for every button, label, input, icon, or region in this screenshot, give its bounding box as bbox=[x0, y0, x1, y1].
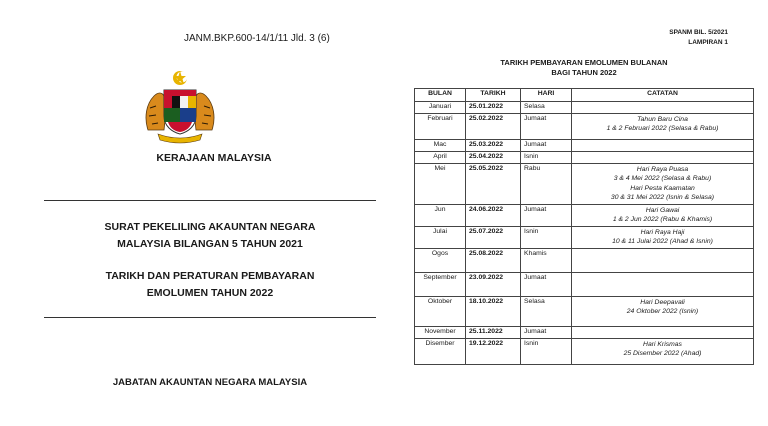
day-cell: Jumaat bbox=[521, 272, 572, 296]
day-cell: Isnin bbox=[521, 152, 572, 164]
day-cell: Isnin bbox=[521, 226, 572, 248]
month-cell: April bbox=[415, 152, 466, 164]
notes-cell bbox=[572, 204, 754, 226]
table-header-row bbox=[415, 89, 754, 102]
day-cell: Selasa bbox=[521, 102, 572, 114]
month-cell: Februari bbox=[415, 114, 466, 140]
note-line: 3 & 4 Mei 2022 (Selasa & Rabu) bbox=[613, 175, 712, 183]
note-line: 24 Oktober 2022 (Isnin) bbox=[626, 308, 699, 316]
month-cell: Jun bbox=[415, 204, 466, 226]
circular-title bbox=[40, 219, 380, 253]
month-cell: Oktober bbox=[415, 296, 466, 326]
lampiran-label: LAMPIRAN 1 bbox=[688, 39, 728, 46]
table-row bbox=[415, 272, 754, 296]
column-header: BULAN bbox=[415, 89, 466, 102]
department-name: JABATAN AKAUNTAN NEGARA MALAYSIA bbox=[112, 377, 308, 388]
appendix-ref bbox=[669, 28, 728, 48]
circular-line-2: MALAYSIA BILANGAN 5 TAHUN 2021 bbox=[117, 238, 303, 250]
day-cell: Isnin bbox=[521, 338, 572, 364]
notes-cell bbox=[572, 102, 754, 114]
subject-line-2: EMOLUMEN TAHUN 2022 bbox=[146, 287, 274, 299]
date-cell: 24.06.2022 bbox=[466, 204, 521, 226]
note-line: Hari Deepavali bbox=[640, 298, 685, 306]
date-cell: 19.12.2022 bbox=[466, 338, 521, 364]
notes-cell bbox=[572, 296, 754, 326]
date-cell: 25.02.2022 bbox=[466, 114, 521, 140]
day-cell: Jumaat bbox=[521, 140, 572, 152]
date-cell: 25.04.2022 bbox=[466, 152, 521, 164]
circular-line-1: SURAT PEKELILING AKAUNTAN NEGARA bbox=[104, 221, 316, 233]
day-cell: Selasa bbox=[521, 296, 572, 326]
month-cell: Mac bbox=[415, 140, 466, 152]
table-body bbox=[415, 102, 754, 365]
date-cell: 25.08.2022 bbox=[466, 248, 521, 272]
day-cell: Khamis bbox=[521, 248, 572, 272]
date-cell: 25.03.2022 bbox=[466, 140, 521, 152]
column-header: TARIKH bbox=[466, 89, 521, 102]
date-cell: 23.09.2022 bbox=[466, 272, 521, 296]
appendix-page bbox=[400, 0, 768, 426]
table-row bbox=[415, 296, 754, 326]
notes-cell bbox=[572, 140, 754, 152]
date-cell: 25.07.2022 bbox=[466, 226, 521, 248]
note-line: Hari Raya Puasa bbox=[636, 166, 689, 173]
note-line: Hari Gawai bbox=[645, 206, 680, 214]
subject-line-1: TARIKH DAN PERATURAN PEMBAYARAN bbox=[105, 270, 315, 282]
note-line: 10 & 11 Julai 2022 (Ahad & Isnin) bbox=[612, 238, 713, 246]
month-cell: September bbox=[415, 272, 466, 296]
table-row bbox=[415, 140, 754, 152]
table-row bbox=[415, 152, 754, 164]
day-cell: Jumaat bbox=[521, 114, 572, 140]
note-line: 25 Disember 2022 (Ahad) bbox=[623, 350, 702, 358]
subject-title bbox=[40, 268, 380, 302]
appendix-title-line-1: TARIKH PEMBAYARAN EMOLUMEN BULANAN bbox=[500, 58, 668, 67]
date-cell: 18.10.2022 bbox=[466, 296, 521, 326]
notes-cell bbox=[572, 326, 754, 338]
appendix-title-line-2: BAGI TAHUN 2022 bbox=[551, 68, 617, 77]
month-cell: Mei bbox=[415, 164, 466, 205]
date-cell: 25.01.2022 bbox=[466, 102, 521, 114]
note-line: Hari Krismas bbox=[643, 340, 682, 348]
table-row bbox=[415, 338, 754, 364]
day-cell: Jumaat bbox=[521, 204, 572, 226]
table-row bbox=[415, 248, 754, 272]
payment-schedule-table bbox=[414, 88, 754, 365]
notes-cell bbox=[572, 114, 754, 140]
table-row bbox=[415, 326, 754, 338]
appendix-title bbox=[400, 58, 768, 78]
coat-of-arms-icon bbox=[140, 68, 220, 144]
government-heading: KERAJAAN MALAYSIA bbox=[156, 152, 272, 164]
table-row bbox=[415, 114, 754, 140]
notes-cell bbox=[572, 338, 754, 364]
day-cell: Jumaat bbox=[521, 326, 572, 338]
divider bbox=[44, 317, 376, 318]
note-line: Hari Pesta Kaamatan bbox=[630, 184, 695, 192]
notes-cell bbox=[572, 152, 754, 164]
column-header: CATATAN bbox=[572, 89, 754, 102]
reference-number: JANM.BKP.600-14/1/11 Jld. 3 (6) bbox=[184, 33, 330, 44]
month-cell: Disember bbox=[415, 338, 466, 364]
table-row bbox=[415, 164, 754, 205]
note-line: 30 & 31 Mei 2022 (Isnin & Selasa) bbox=[610, 194, 715, 202]
note-line: 1 & 2 Februari 2022 (Selasa & Rabu) bbox=[606, 125, 719, 133]
date-cell: 25.11.2022 bbox=[466, 326, 521, 338]
notes-cell bbox=[572, 248, 754, 272]
table-row bbox=[415, 226, 754, 248]
date-cell: 25.05.2022 bbox=[466, 164, 521, 205]
table-row bbox=[415, 204, 754, 226]
notes-cell bbox=[572, 164, 754, 205]
month-cell: Ogos bbox=[415, 248, 466, 272]
notes-cell bbox=[572, 226, 754, 248]
table-row bbox=[415, 102, 754, 114]
month-cell: November bbox=[415, 326, 466, 338]
divider bbox=[44, 200, 376, 201]
month-cell: Januari bbox=[415, 102, 466, 114]
note-line: Hari Raya Haji bbox=[640, 228, 685, 236]
spanm-number: SPANM BIL. 5/2021 bbox=[669, 29, 728, 36]
note-line: 1 & 2 Jun 2022 (Rabu & Khamis) bbox=[612, 216, 713, 224]
column-header: HARI bbox=[521, 89, 572, 102]
note-line: Tahun Baru Cina bbox=[637, 116, 688, 123]
month-cell: Julai bbox=[415, 226, 466, 248]
notes-cell bbox=[572, 272, 754, 296]
day-cell: Rabu bbox=[521, 164, 572, 205]
